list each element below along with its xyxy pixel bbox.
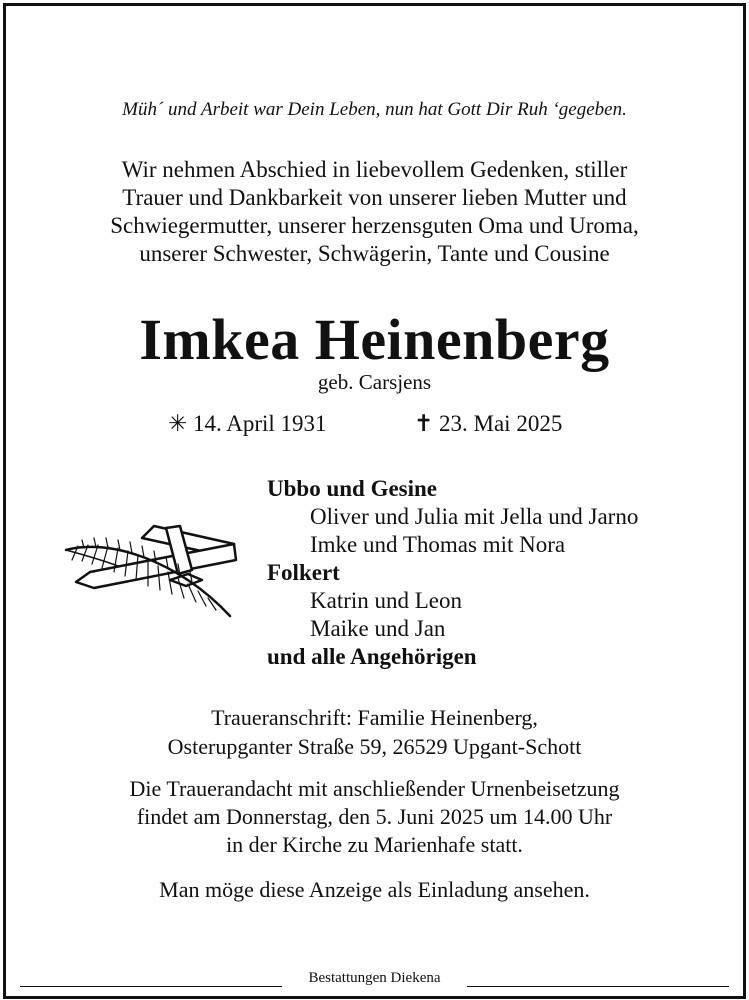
death-date: ✝ 23. Mai 2025 — [414, 411, 563, 436]
mourner-family-head: Folkert — [267, 560, 340, 585]
service-line: findet am Donnerstag, den 5. Juni 2025 um 14.00 Uhr — [136, 804, 613, 829]
service-line: in der Kirche zu Marienhafe statt. — [226, 832, 523, 857]
mourner-entry: Maike und Jan — [310, 616, 446, 641]
invitation-note: Man möge diese Anzeige als Einladung ansehen. — [159, 877, 590, 902]
mourner-family-head: Ubbo und Gesine — [267, 476, 438, 501]
footer-divider — [467, 986, 729, 987]
cross-with-palm-branch-icon — [58, 520, 240, 620]
mourner-entry: Oliver und Julia mit Jella und Jarno — [310, 504, 639, 529]
mourner-entry: Katrin und Leon — [310, 588, 463, 613]
address-line: Osterupganter Straße 59, 26529 Upgant-Schott — [167, 734, 582, 759]
mourning-address — [0, 703, 749, 761]
address-line: Traueranschrift: Familie Heinenberg, — [211, 705, 538, 730]
intro-line: Wir nehmen Abschied in liebevollem Gedenken, stiller — [121, 157, 628, 182]
footer-divider — [20, 986, 282, 987]
mourner-entry: Imke und Thomas mit Nora — [310, 532, 566, 557]
funeral-home: Bestattungen Diekena — [308, 970, 441, 986]
maiden-name: geb. Carsjens — [317, 370, 432, 394]
motto: Müh´ und Arbeit war Dein Leben, nun hat Gott Dir Ruh ‘gegeben. — [122, 99, 627, 120]
intro-text — [0, 156, 749, 268]
mourner-relatives: und alle Angehörigen — [267, 644, 477, 669]
service-info — [0, 775, 749, 859]
deceased-name: Imkea Heinenberg — [139, 307, 610, 372]
birth-date: ✳ 14. April 1931 — [168, 411, 327, 436]
intro-line: Trauer und Dankbarkeit von unserer lieben Mutter und — [122, 185, 627, 210]
intro-line: Schwiegermutter, unserer herzensguten Oma und Uroma, — [110, 213, 639, 238]
intro-line: unserer Schwester, Schwägerin, Tante und Cousine — [139, 241, 610, 266]
service-line: Die Trauerandacht mit anschließender Urnenbeisetzung — [129, 776, 620, 801]
